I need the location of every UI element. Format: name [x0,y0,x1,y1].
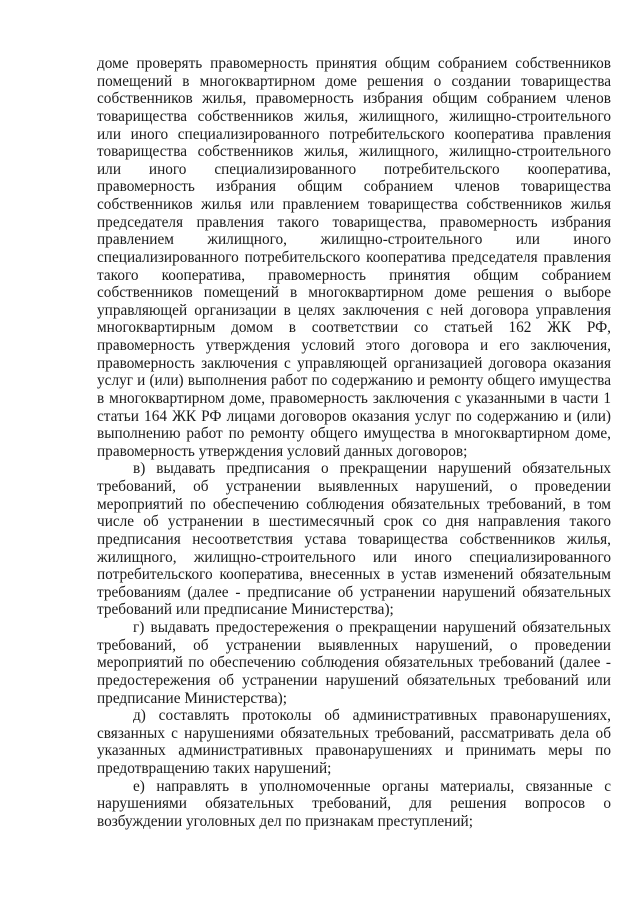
paragraph-item-v: в) выдавать предписания о прекращении нарушений обязательных требований, об устранении выявленных нарушений, о проведении мероприятий по обеспечению соблюдения обязательных требований, в том числе об устранении в шестимесячный срок со дня направления такого предписания несоответствия устава товарищества собственников жилья, жилищного, жилищно-строительного или иного специализированного потребительского кооператива, внесенных в устав изменений обязательным требованиям (далее - предписание об устранении нарушений обязательных требований или предписание Министерства); [97,460,611,619]
paragraph-item-d: д) составлять протоколы об административных правонарушениях, связанных с нарушениями обязательных требований, рассматривать дела об указанных административных правонарушениях и принимать меры по предотвращению таких нарушений; [97,707,611,777]
paragraph-item-g: г) выдавать предостережения о прекращении нарушений обязательных требований, об устранении выявленных нарушений, о проведении мероприятий по обеспечению соблюдения обязательных требований (далее - предостережения об устранении нарушений обязательных требований или предписание Министерства); [97,619,611,707]
document-page [97,55,611,831]
paragraph-continuation: доме проверять правомерность принятия общим собранием собственников помещений в многоквартирном доме решения о создании товарищества собственников жилья, правомерность избрания общим собранием членов товарищества собственников жилья, жилищного, жилищно-строительного или иного специализированного потребительского кооператива правления товарищества собственников жилья, жилищного, жилищно-строительного или иного специализированного потребительского кооператива, правомерность избрания общим собранием членов товарищества собственников жилья или правлением товарищества собственников жилья председателя правления такого товарищества, правомерность избрания правлением жилищного, жилищно-строительного или иного специализированного потребительского кооператива председателя правления такого кооператива, правомерность принятия общим собранием собственников помещений в многоквартирном доме решения о выборе управляющей организации в целях заключения с ней договора управления многоквартирным домом в соответствии со статьей 162 ЖК РФ, правомерность утверждения условий этого договора и его заключения, правомерность заключения с управляющей организацией договора оказания услуг и (или) выполнения работ по содержанию и ремонту общего имущества в многоквартирном доме, правомерность заключения с указанными в части 1 статьи 164 ЖК РФ лицами договоров оказания услуг по содержанию и (или) выполнению работ по ремонту общего имущества в многоквартирном доме, правомерность утверждения условий данных договоров; [97,55,611,460]
paragraph-item-e: е) направлять в уполномоченные органы материалы, связанные с нарушениями обязательных требований, для решения вопросов о возбуждении уголовных дел по признакам преступлений; [97,777,611,830]
